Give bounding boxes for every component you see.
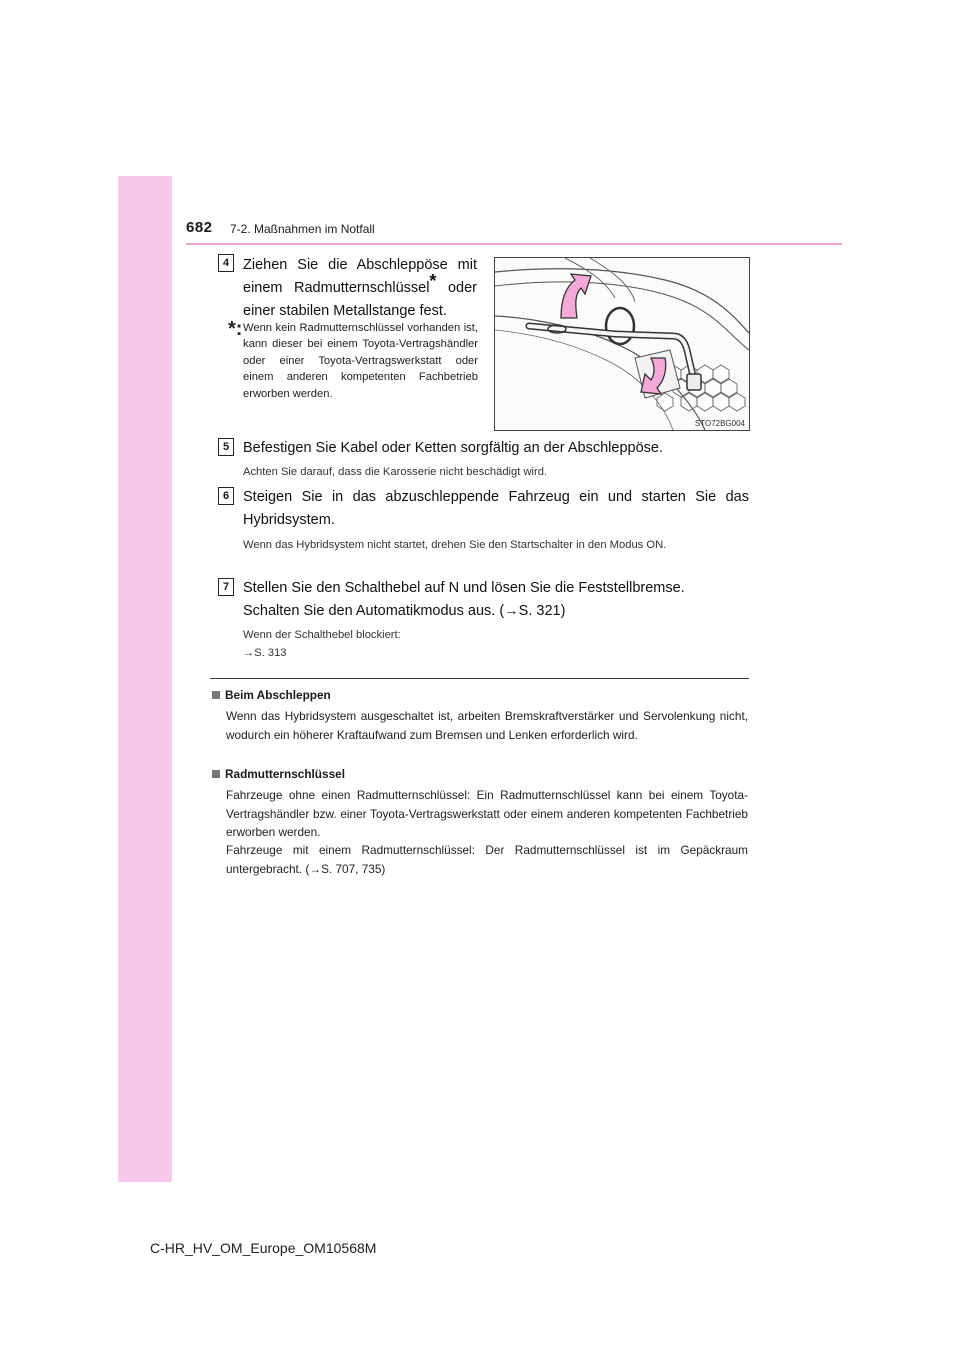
asterisk-mark: *	[429, 271, 437, 291]
info-heading-wrench	[212, 767, 345, 781]
step-7-note-line2: →S. 313	[243, 647, 287, 659]
section-title: 7-2. Maßnahmen im Notfall	[230, 222, 375, 236]
step-number-4: 4	[218, 254, 234, 272]
step-number-5: 5	[218, 438, 234, 456]
step-7-note-line1: Wenn der Schalthebel blockiert:	[243, 629, 401, 641]
info-heading-wrench-text: Radmutternschlüssel	[225, 767, 345, 781]
info-body-wrench-1: Fahrzeuge ohne einen Radmutternschlüssel: Ein Radmutternschlüssel kann bei einem Toyota-Vertragshändler bzw. einer Toyota-Vertragswerkstatt oder einem anderen kompetenten Fachbetrieb erworben werden.	[226, 788, 748, 839]
step-number-7: 7	[218, 578, 234, 596]
step-6-text: Steigen Sie in das abzuschleppende Fahrzeug ein und starten Sie das Hybridsystem.	[243, 489, 749, 528]
tow-eye-illustration	[494, 257, 750, 431]
page-number: 682	[186, 219, 213, 236]
section-divider	[210, 678, 749, 679]
footnote	[228, 320, 478, 403]
step-4-text	[243, 254, 477, 323]
square-bullet-icon	[212, 691, 220, 699]
info-heading-towing-text: Beim Abschleppen	[225, 688, 331, 702]
step-5-text: Befestigen Sie Kabel oder Ketten sorgfältig an der Abschleppöse.	[243, 440, 663, 456]
step-number-6: 6	[218, 487, 234, 505]
step-4-text-main: Ziehen Sie die Abschleppöse mit einem Radmutternschlüssel	[243, 257, 477, 296]
step-7-text-line1: Stellen Sie den Schalthebel auf N und lösen Sie die Feststellbremse.	[243, 580, 685, 596]
wrench-tow-eye-drawing	[495, 258, 749, 430]
illustration-code: STO72BG004	[694, 419, 745, 428]
footnote-mark: *:	[228, 318, 243, 340]
step-6-note: Wenn das Hybridsystem nicht startet, drehen Sie den Startschalter in den Modus ON.	[243, 539, 667, 551]
step-7-text-line2: Schalten Sie den Automatikmodus aus. (→S. 321)	[243, 603, 566, 619]
header-rule	[186, 243, 842, 245]
info-body-towing: Wenn das Hybridsystem ausgeschaltet ist, arbeiten Bremskraftverstärker und Servolenkung nicht, wodurch ein höherer Kraftaufwand zum Bremsen und Lenken erforderlich wird.	[226, 709, 748, 742]
step-4-text-end: oder einer stabilen Metallstange fest.	[243, 280, 477, 319]
square-bullet-icon	[212, 770, 220, 778]
info-body-wrench-2: Fahrzeuge mit einem Radmutternschlüssel: Der Radmutternschlüssel ist im Gepäckraum untergebracht. (→S. 707, 735)	[226, 843, 748, 876]
step-5-note: Achten Sie darauf, dass die Karosserie nicht beschädigt wird.	[243, 466, 548, 478]
side-tab-bar	[118, 176, 172, 1182]
footnote-text: Wenn kein Radmutternschlüssel vorhanden ist, kann dieser bei einem Toyota-Vertragshändler oder einer Toyota-Vertragswerkstatt oder einem anderen kompetenten Fachbetrieb erworben werden.	[243, 321, 478, 400]
info-heading-towing	[212, 688, 331, 702]
document-code: C-HR_HV_OM_Europe_OM10568M	[150, 1240, 377, 1256]
